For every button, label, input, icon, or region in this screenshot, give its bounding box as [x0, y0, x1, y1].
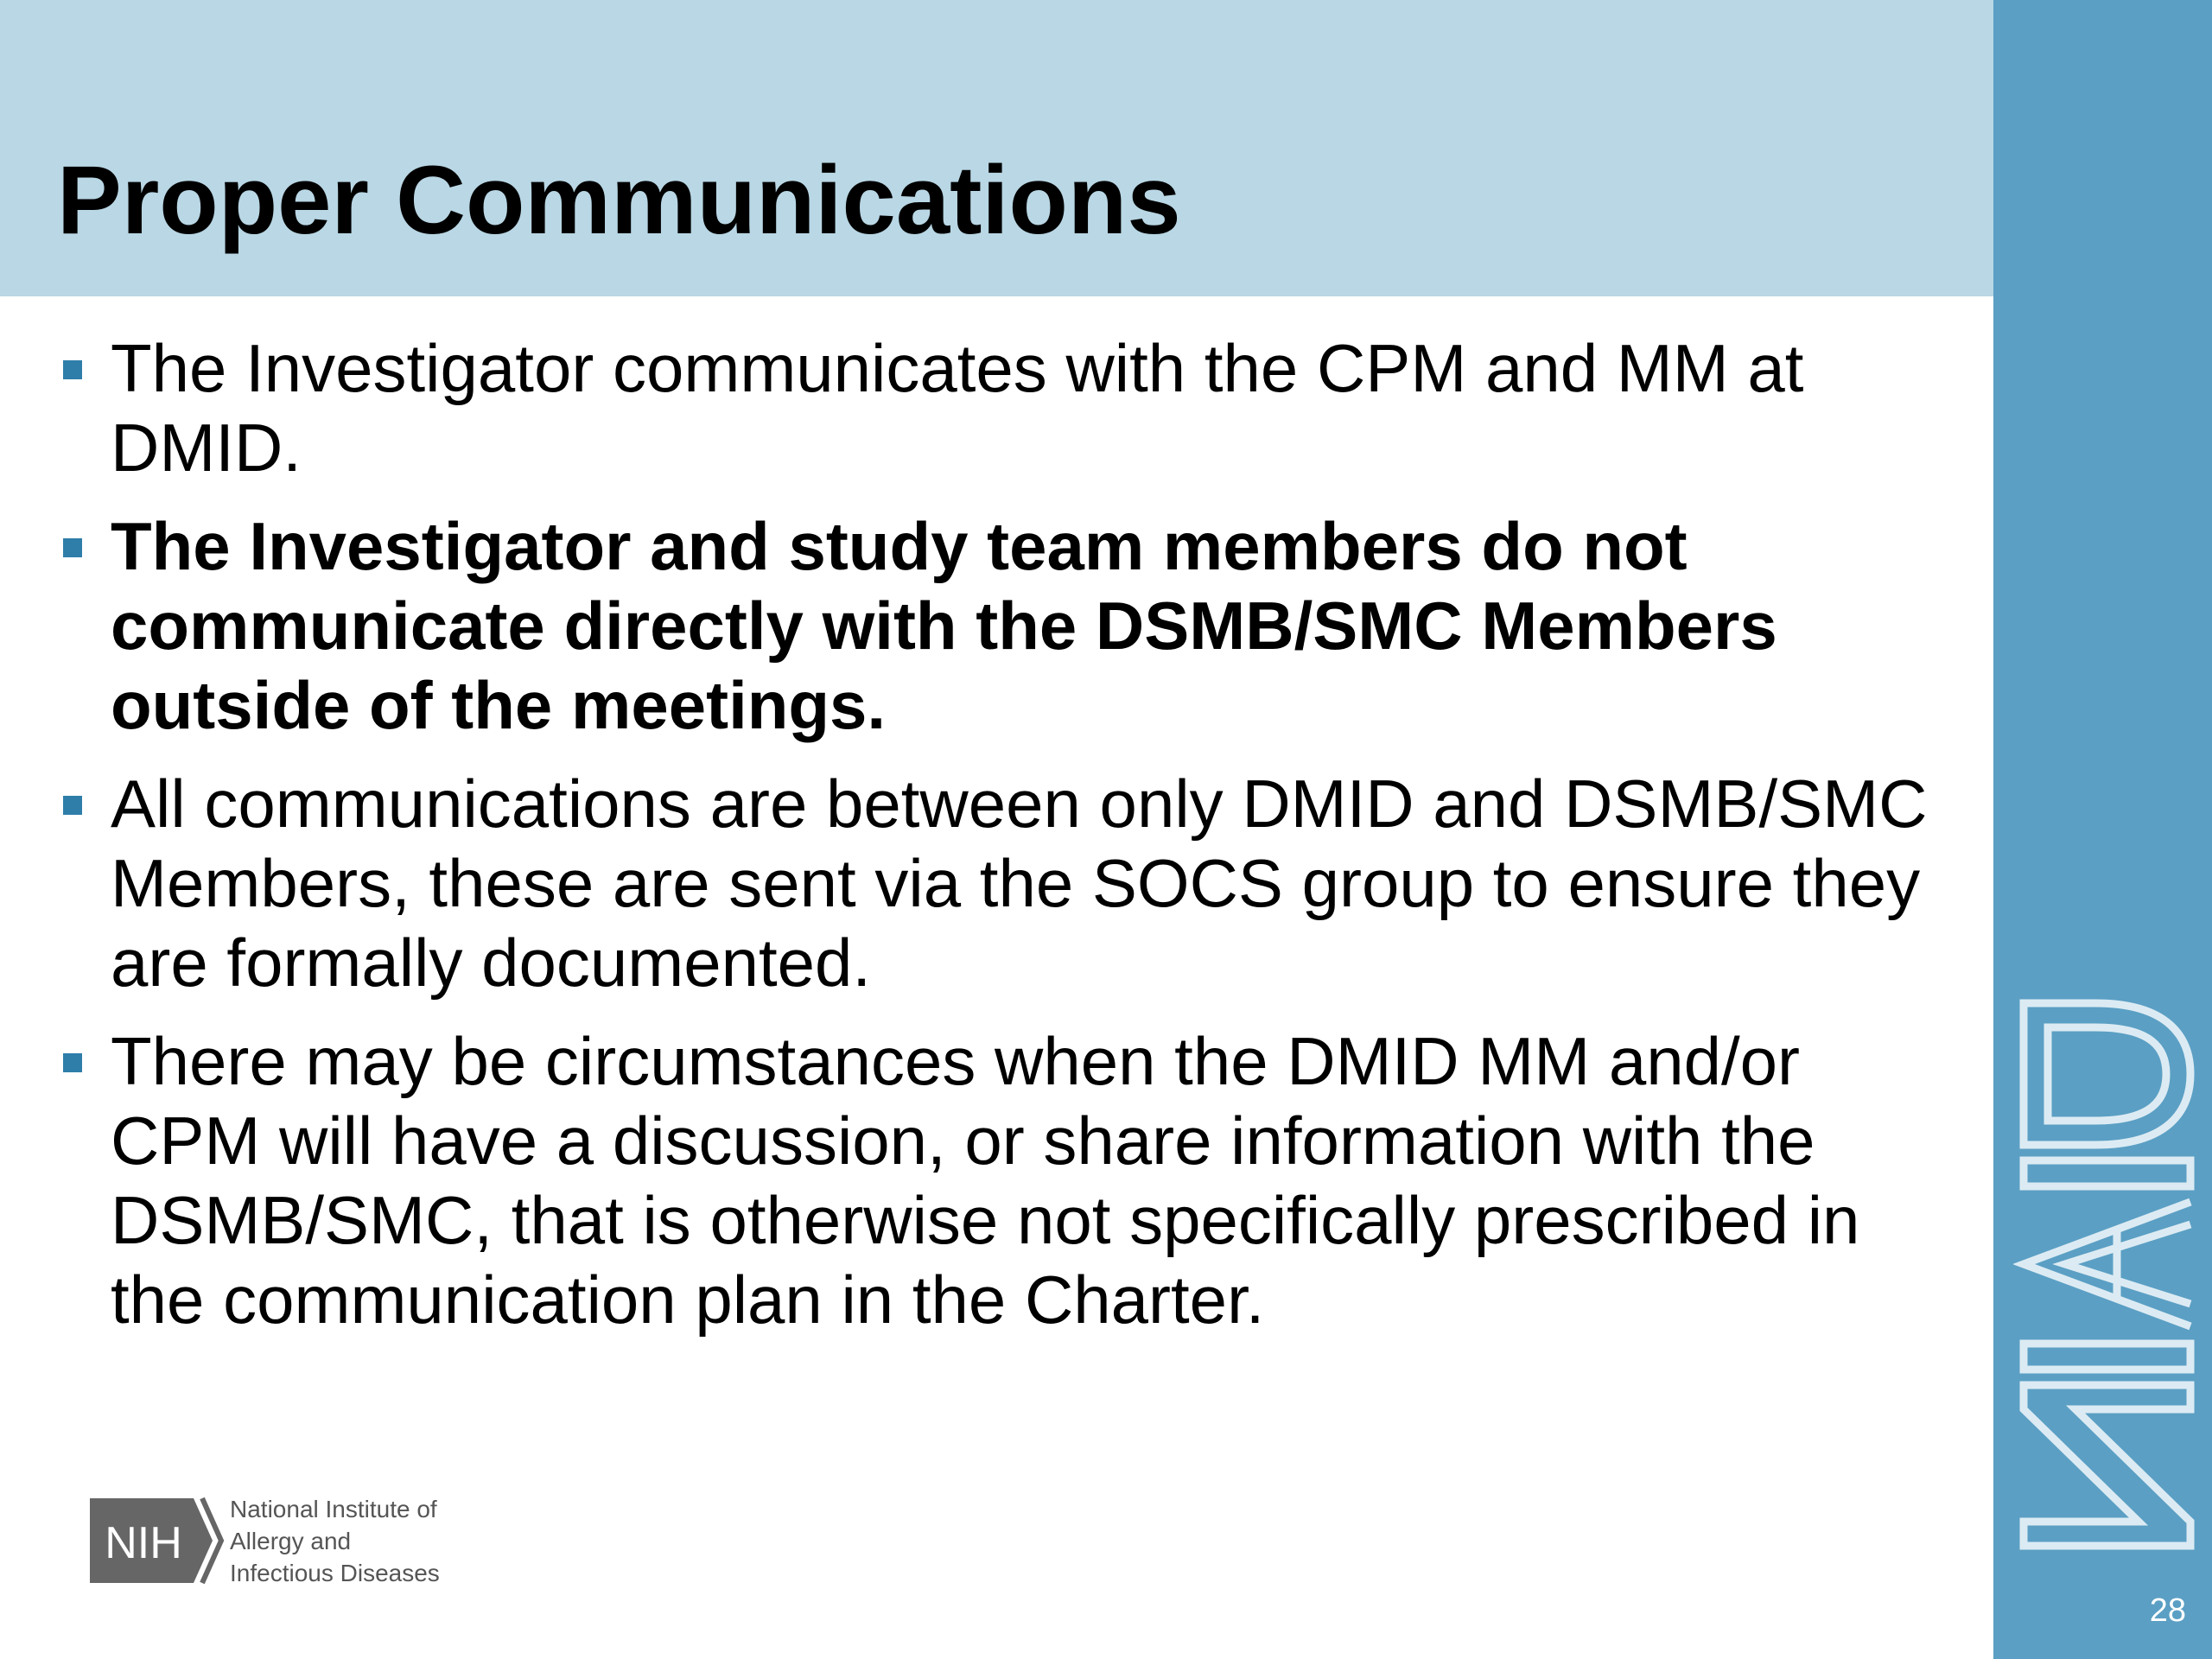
square-bullet-icon	[63, 538, 82, 557]
bullet-item-emphasized	[0, 506, 1944, 745]
square-bullet-icon	[63, 360, 82, 379]
bullet-text: The Investigator communicates with the CPM and MM at DMID.	[111, 330, 1804, 486]
square-bullet-icon	[63, 1053, 82, 1072]
bullet-item	[0, 1021, 1944, 1339]
nih-badge-text: NIH	[105, 1518, 182, 1568]
institute-name	[230, 1493, 440, 1589]
institute-line: National Institute of	[230, 1496, 437, 1522]
bullet-list	[0, 328, 1944, 1358]
bullet-text: All communications are between only DMID and DSMB/SMC Members, these are sent via the SOCS group to ensure they are formally documented.	[111, 766, 1928, 1001]
bullet-text: The Investigator and study team members do not communicate directly with the DSMB/SMC Members outside of the meetings.	[111, 508, 1777, 743]
institute-line: Allergy and	[230, 1528, 352, 1554]
bullet-text: There may be circumstances when the DMID MM and/or CPM will have a discussion, or share information with the DSMB/SMC, that is otherwise not specifically prescribed in the communication plan in the Charter.	[111, 1023, 1860, 1338]
slide-title: Proper Communications	[57, 146, 1181, 254]
institute-line: Infectious Diseases	[230, 1560, 440, 1586]
page-number: 28	[2149, 1592, 2186, 1629]
square-bullet-icon	[63, 796, 82, 815]
bullet-item	[0, 328, 1944, 487]
niaid-logo	[2013, 998, 2199, 1551]
bullet-item	[0, 764, 1944, 1002]
